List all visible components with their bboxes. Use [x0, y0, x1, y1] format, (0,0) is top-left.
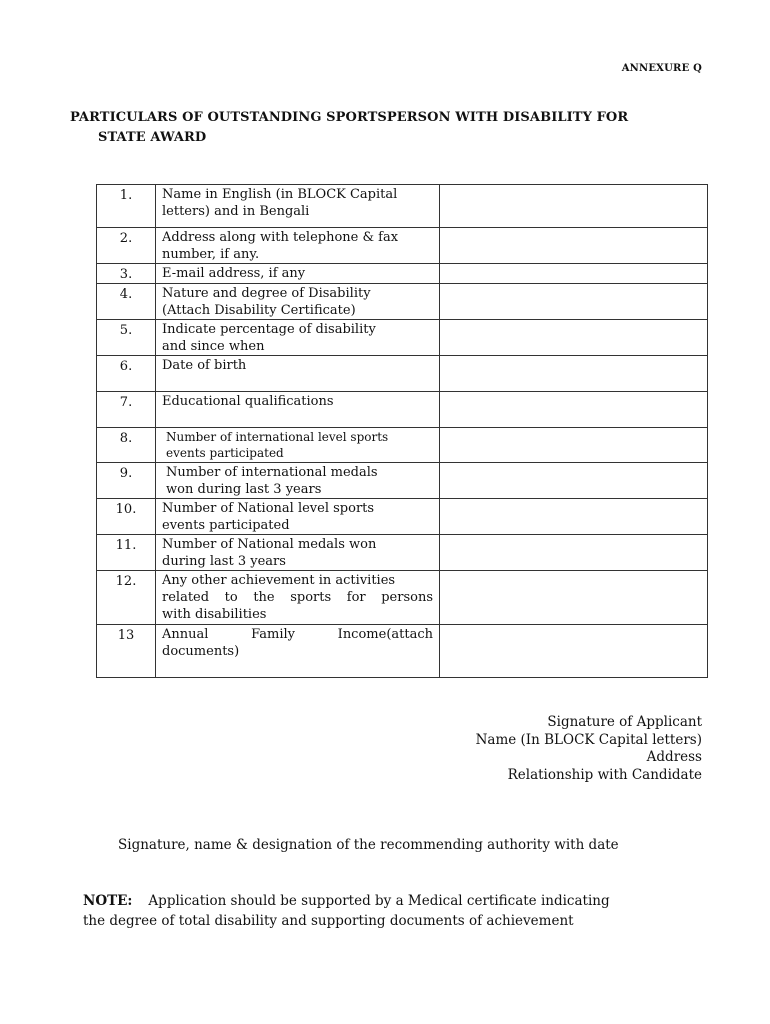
label-line: Annual Family Income(attach — [162, 627, 433, 642]
table-row — [97, 356, 708, 392]
note-block — [83, 891, 683, 931]
title-line-1: PARTICULARS OF OUTSTANDING SPORTSPERSON WITH DISABILITY FOR — [70, 110, 629, 125]
label-line: (Attach Disability Certificate) — [162, 303, 356, 318]
row-label — [156, 320, 440, 356]
row-number: 2. — [97, 228, 156, 264]
row-label — [156, 625, 440, 678]
label-line: Address along with telephone & fax — [162, 230, 399, 245]
label-line: with disabilities — [162, 607, 267, 622]
value-field[interactable] — [440, 571, 708, 625]
label-line: Number of National medals won — [162, 537, 377, 552]
label-line: Date of birth — [162, 358, 247, 373]
row-number: 7. — [97, 392, 156, 428]
label-line: E-mail address, if any — [162, 266, 306, 281]
label-line: Number of international medals — [166, 465, 378, 480]
label-line: number, if any. — [162, 247, 260, 262]
row-number: 8. — [97, 428, 156, 463]
row-label — [156, 535, 440, 571]
table-row — [97, 535, 708, 571]
particulars-table — [96, 184, 708, 678]
label-line: letters) and in Bengali — [162, 204, 310, 219]
page-title — [70, 108, 690, 148]
value-field[interactable] — [440, 499, 708, 535]
row-label — [156, 499, 440, 535]
applicant-address-line: Address — [646, 749, 702, 765]
value-field[interactable] — [440, 185, 708, 228]
table-row — [97, 392, 708, 428]
row-label — [156, 392, 440, 428]
applicant-name-line: Name (In BLOCK Capital letters) — [475, 731, 702, 748]
label-line: events participated — [166, 446, 284, 460]
label-line: during last 3 years — [162, 554, 286, 569]
signature-of-applicant: Signature of Applicant — [547, 714, 702, 730]
label-line: Number of international level sports — [166, 430, 389, 444]
row-number: 6. — [97, 356, 156, 392]
title-line-2: STATE AWARD — [98, 130, 207, 145]
annexure-label: ANNEXURE Q — [621, 63, 702, 74]
table-row — [97, 625, 708, 678]
applicant-signature-block — [302, 714, 702, 784]
table-row — [97, 499, 708, 535]
value-field[interactable] — [440, 428, 708, 463]
table-row — [97, 284, 708, 320]
value-field[interactable] — [440, 320, 708, 356]
value-field[interactable] — [440, 228, 708, 264]
row-number: 12. — [97, 571, 156, 625]
label-line: Any other achievement in activities — [162, 573, 396, 588]
label-line: events participated — [162, 518, 290, 533]
label-line: related to the sports for persons — [162, 590, 433, 605]
row-number: 1. — [97, 185, 156, 228]
label-line: and since when — [162, 339, 265, 354]
row-number: 4. — [97, 284, 156, 320]
value-field[interactable] — [440, 264, 708, 284]
table-row — [97, 264, 708, 284]
value-field[interactable] — [440, 463, 708, 499]
value-field[interactable] — [440, 392, 708, 428]
label-line: won during last 3 years — [166, 482, 322, 497]
row-label — [156, 428, 440, 463]
row-label — [156, 463, 440, 499]
note-text-line-2: the degree of total disability and supporting documents of achievement — [83, 913, 574, 929]
label-line: documents) — [162, 644, 240, 659]
row-label — [156, 356, 440, 392]
value-field[interactable] — [440, 535, 708, 571]
row-number: 5. — [97, 320, 156, 356]
table-row — [97, 571, 708, 625]
note-label: NOTE: — [83, 893, 133, 909]
value-field[interactable] — [440, 625, 708, 678]
table-row — [97, 185, 708, 228]
row-number: 9. — [97, 463, 156, 499]
table-row — [97, 428, 708, 463]
row-label — [156, 185, 440, 228]
row-label — [156, 284, 440, 320]
row-number: 11. — [97, 535, 156, 571]
row-number: 3. — [97, 264, 156, 284]
row-label — [156, 228, 440, 264]
row-number: 13 — [97, 625, 156, 678]
label-line: Educational qualifications — [162, 394, 334, 409]
row-label — [156, 264, 440, 284]
label-line: Number of National level sports — [162, 501, 375, 516]
table-row — [97, 463, 708, 499]
row-label — [156, 571, 440, 625]
relationship-line: Relationship with Candidate — [507, 766, 702, 783]
row-number: 10. — [97, 499, 156, 535]
note-text-line-1: Application should be supported by a Medical certificate indicating — [148, 893, 610, 909]
table-row — [97, 320, 708, 356]
value-field[interactable] — [440, 284, 708, 320]
label-line: Indicate percentage of disability — [162, 322, 376, 337]
label-line: Nature and degree of Disability — [162, 286, 371, 301]
table-row — [97, 228, 708, 264]
value-field[interactable] — [440, 356, 708, 392]
label-line: Name in English (in BLOCK Capital — [162, 187, 398, 202]
recommending-authority-line: Signature, name & designation of the recommending authority with date — [118, 837, 619, 853]
